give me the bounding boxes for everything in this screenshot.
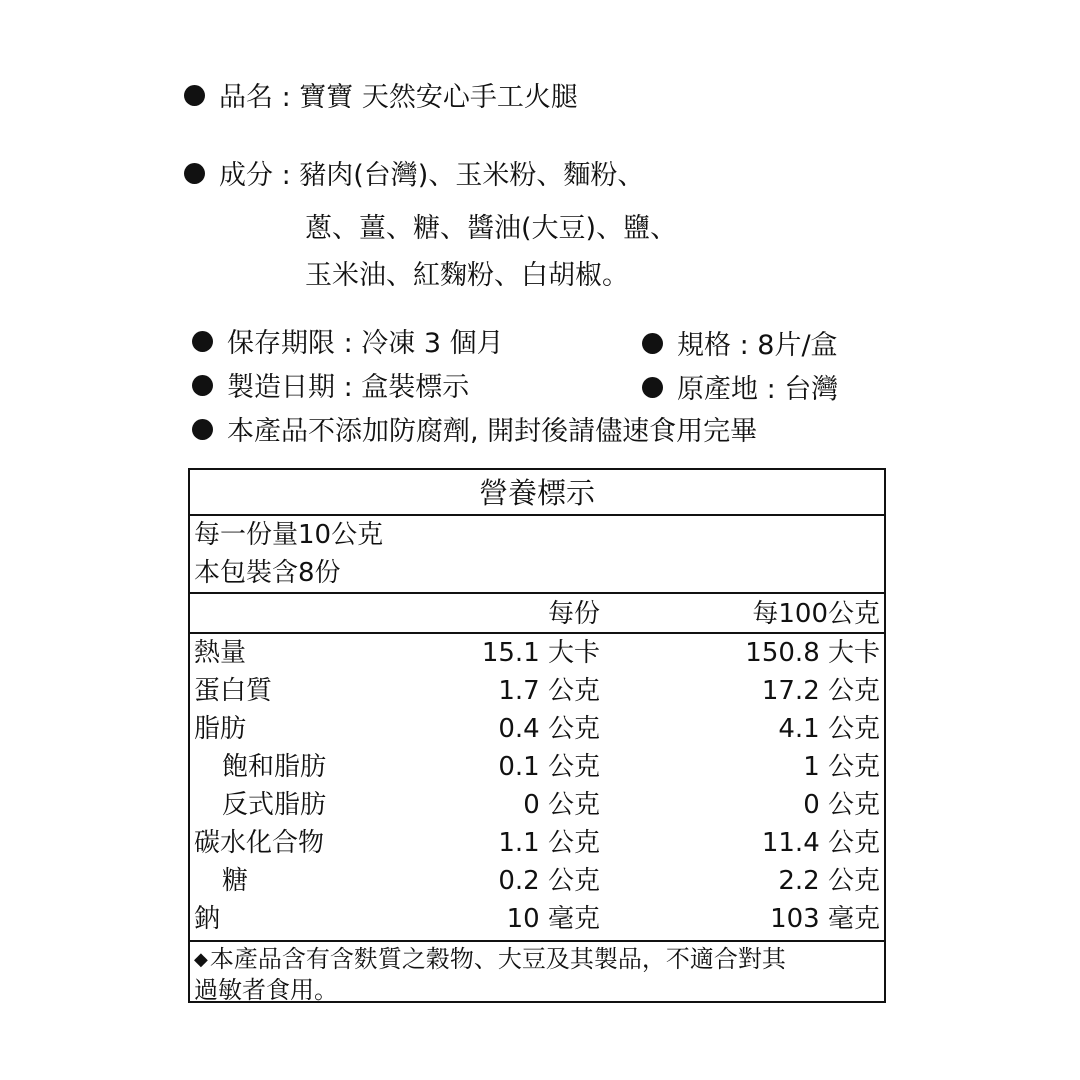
manufacture-date-line [192,371,469,405]
nutrition-column-header [190,594,884,634]
nutrient-name: 碳水化合物 [194,828,325,858]
per-serving-value: 0.4 公克 [498,714,600,744]
nutrient-row [190,824,884,862]
origin: 原產地 : 台灣 [677,374,839,405]
per-serving-value: 1.1 公克 [498,828,600,858]
nutrient-name: 反式脂肪 [222,790,327,820]
shelf-life: 保存期限 : 冷凍 3 個月 [227,328,504,359]
ingredients-line-3: 玉米油、紅麴粉、白胡椒。 [305,260,629,291]
serving-size: 每一份量10公克 [194,520,384,550]
nutrient-name: 熱量 [194,638,247,668]
per-serving-value: 0.1 公克 [498,752,600,782]
bullet-icon [192,331,213,352]
nutrient-row [190,634,884,672]
per-100g-value: 150.8 大卡 [745,638,880,668]
nutrition-rows [190,634,884,942]
ingredients-line-2: 蔥、薑、糖、醬油(大豆)、鹽、 [305,213,678,244]
per-100g-value: 17.2 公克 [761,676,880,706]
per-serving-header: 每份 [547,599,600,629]
per-100g-value: 1 公克 [803,752,880,782]
per-100g-value: 0 公克 [803,790,880,820]
preservative-note-line [192,415,757,449]
bullet-icon [184,163,205,184]
shelf-life-line [192,327,504,361]
per-serving-value: 10 毫克 [506,904,600,934]
origin-line [642,373,838,407]
per-serving-value: 1.7 公克 [498,676,600,706]
per-100g-value: 11.4 公克 [761,828,880,858]
nutrient-row [190,710,884,748]
nutrient-row [190,748,884,786]
allergen-text-1: 本產品含有含麩質之穀物、大豆及其製品，不適合對其 [209,945,786,973]
allergen-note [194,942,880,1005]
spec: 規格 : 8片/盒 [677,330,838,361]
nutrient-name: 糖 [222,866,249,896]
nutrition-facts-panel [188,468,886,1003]
diamond-bullet-icon: ◆ [194,949,208,970]
bullet-icon [192,419,213,440]
per-serving-value: 0.2 公克 [498,866,600,896]
per-100g-value: 103 毫克 [770,904,880,934]
per-serving-value: 0 公克 [523,790,600,820]
spec-line [642,329,838,363]
nutrient-name: 鈉 [194,904,221,934]
bullet-icon [184,85,205,106]
product-name-line [184,81,578,115]
bullet-icon [642,333,663,354]
manufacture-date: 製造日期 : 盒裝標示 [227,372,470,403]
preservative-note: 本產品不添加防腐劑, 開封後請儘速食用完畢 [227,416,758,447]
per-100g-value: 2.2 公克 [778,866,880,896]
nutrient-name: 飽和脂肪 [222,752,327,782]
serving-info [190,516,884,594]
product-name: 品名 : 寶寶 天然安心手工火腿 [219,82,578,113]
nutrition-title: 營養標示 [190,470,884,516]
per-100g-header: 每100公克 [752,599,880,629]
servings-per-pack: 本包裝含8份 [194,558,341,588]
ingredients-text-1: 成分 : 豬肉(台灣)、玉米粉、麵粉、 [219,160,645,191]
bullet-icon [192,375,213,396]
bullet-icon [642,377,663,398]
nutrient-name: 脂肪 [194,714,247,744]
nutrient-row [190,862,884,900]
nutrient-row [190,786,884,824]
per-serving-value: 15.1 大卡 [481,638,600,668]
nutrient-row [190,672,884,710]
nutrient-name: 蛋白質 [194,676,273,706]
allergen-text-2: 過敏者食用。 [194,976,338,1004]
per-100g-value: 4.1 公克 [778,714,880,744]
nutrient-row [190,900,884,938]
ingredients-line-1 [184,159,644,193]
